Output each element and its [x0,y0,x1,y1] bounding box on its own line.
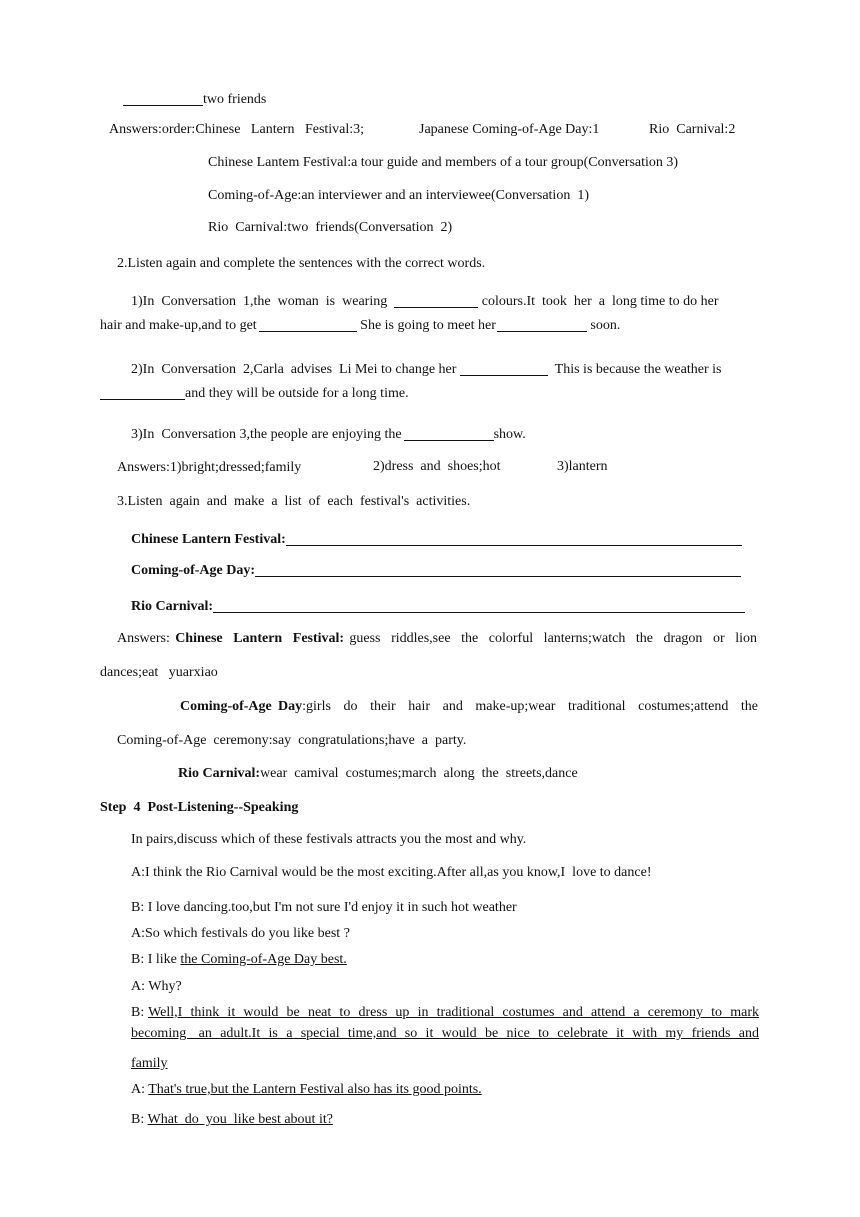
order-rio: Rio Carnival:2 [649,122,736,137]
task3-answer-coming-of-age-text: :girls do their hair and make-up;wear traditional costumes;attend the [302,699,758,714]
order-chinese: order:Chinese Lantern Festival:3; [161,122,365,137]
answers-lantern-speakers: Chinese Lantem Festival:a tour guide and members of a tour group(Conversation 3) [208,155,679,170]
answers-coming-of-age-speakers: Coming-of-Age:an interviewer and an interviewee(Conversation 1) [208,188,589,203]
sentence2-part-a: 2)In Conversation 2,Carla advises Li Mei to change her [131,362,457,377]
answers-order-line [109,123,364,137]
sentence1-part-a: 1)In Conversation 1,the woman is wearing [131,294,388,309]
step4-intro: In pairs,discuss which of these festivals attracts you the most and why. [131,832,527,847]
dialogue-line-8-speaker: B: [131,1112,148,1127]
festival-rio-label: Rio Carnival: [131,599,214,614]
dialogue-line-8 [131,1113,333,1127]
festival-lantern-row [131,531,742,547]
dialogue-line-4-answer: the Coming-of-Age Day best. [180,952,347,967]
dialogue-line-7-speaker: A: [131,1082,149,1097]
dialogue-line-6-text-a: Well,I think it would be neat to dress up in traditional costumes and attend a ceremony to mark [148,1005,759,1020]
dialogue-line-6a [131,1006,759,1020]
task3-answer-coming-of-age-cont: Coming-of-Age ceremony:say congratulations;have a party. [117,733,467,748]
sentence1-line1 [131,293,719,309]
answer-line [255,562,741,577]
answers-label: Answers: [109,122,162,137]
dialogue-line-7 [131,1083,482,1097]
task2-heading: 2.Listen again and complete the sentences with the correct words. [117,256,486,271]
task2-answers-c: 3)lantern [557,459,608,474]
sentence2-line1 [131,361,721,377]
answer-blank [497,317,587,332]
task3-answer-rio-text: wear camival costumes;march along the streets,dance [260,766,578,781]
dialogue-line-4 [131,953,347,967]
task3-heading: 3.Listen again and make a list of each festival's activities. [117,494,471,509]
task3-answer-rio-title: Rio Carnival: [178,766,261,781]
answer-blank [123,91,203,106]
dialogue-line-6-speaker: B: [131,1005,149,1020]
festival-lantern-label: Chinese Lantern Festival: [131,532,286,547]
sentence1-part-b: colours.It took her a long time to do her [481,294,719,309]
task2-answers-a: Answers:1)bright;dressed;family [117,460,302,475]
dialogue-line-8-text: What do you like best about it? [147,1112,333,1127]
sentence2-line2 [100,385,409,401]
top-line-text: two friends [203,92,267,107]
sentence1-part-d: She is going to meet her [360,318,496,333]
answer-blank [259,317,357,332]
order-japanese: Japanese Coming-of-Age Day:1 [419,122,600,137]
answer-blank [460,361,548,376]
sentence3-part-a: 3)In Conversation 3,the people are enjoying the [131,427,402,442]
sentence3-part-b: show. [493,427,526,442]
answer-line [213,598,745,613]
dialogue-line-6c: family [131,1056,168,1071]
festival-coming-of-age-row [131,562,741,578]
dialogue-line-4-speaker: B: I like [131,952,181,967]
sentence3-line [131,426,526,442]
dialogue-line-3: A:So which festivals do you like best ? [131,926,350,941]
sentence1-part-e: soon. [590,318,621,333]
answer-blank [394,293,478,308]
sentence1-line2 [100,317,620,333]
task3-answer-rio [178,767,578,781]
dialogue-line-1: A:I think the Rio Carnival would be the most exciting.After all,as you know,I love to dance! [131,865,652,880]
task3-answers-label: Answers: [117,631,170,646]
dialogue-line-2: B: I love dancing.too,but I'm not sure I'd enjoy it in such hot weather [131,900,517,915]
task2-answers-b: 2)dress and shoes;hot [373,459,501,474]
answer-blank [404,426,494,441]
step4-heading: Step 4 Post-Listening--Speaking [100,800,299,815]
festival-coming-of-age-label: Coming-of-Age Day: [131,563,256,578]
answer-line [286,531,742,546]
task3-answer-coming-of-age-title: Coming-of-Age Day [180,699,303,714]
sentence1-part-c: hair and make-up,and to get [100,318,257,333]
sentence2-part-c: and they will be outside for a long time. [185,386,409,401]
answers-rio-speakers: Rio Carnival:two friends(Conversation 2) [208,220,453,235]
task3-answer-coming-of-age [180,700,758,714]
task3-answer-lantern [117,632,757,646]
dialogue-line-5: A: Why? [131,979,182,994]
dialogue-line-6b: becoming an adult.It is a special time,and so it would be nice to celebrate it with my friends and [131,1026,759,1041]
dialogue-line-7-text: That's true,but the Lantern Festival also has its good points. [148,1082,482,1097]
sentence2-part-b: This is because the weather is [554,362,722,377]
task3-answer-lantern-cont: dances;eat yuarxiao [100,665,218,680]
answer-blank [100,385,185,400]
task3-answer-lantern-title: Chinese Lantern Festival: [175,631,345,646]
festival-rio-row [131,598,745,614]
task3-answer-lantern-text: guess riddles,see the colorful lanterns;watch the dragon or lion [349,631,758,646]
top-line [123,91,266,107]
